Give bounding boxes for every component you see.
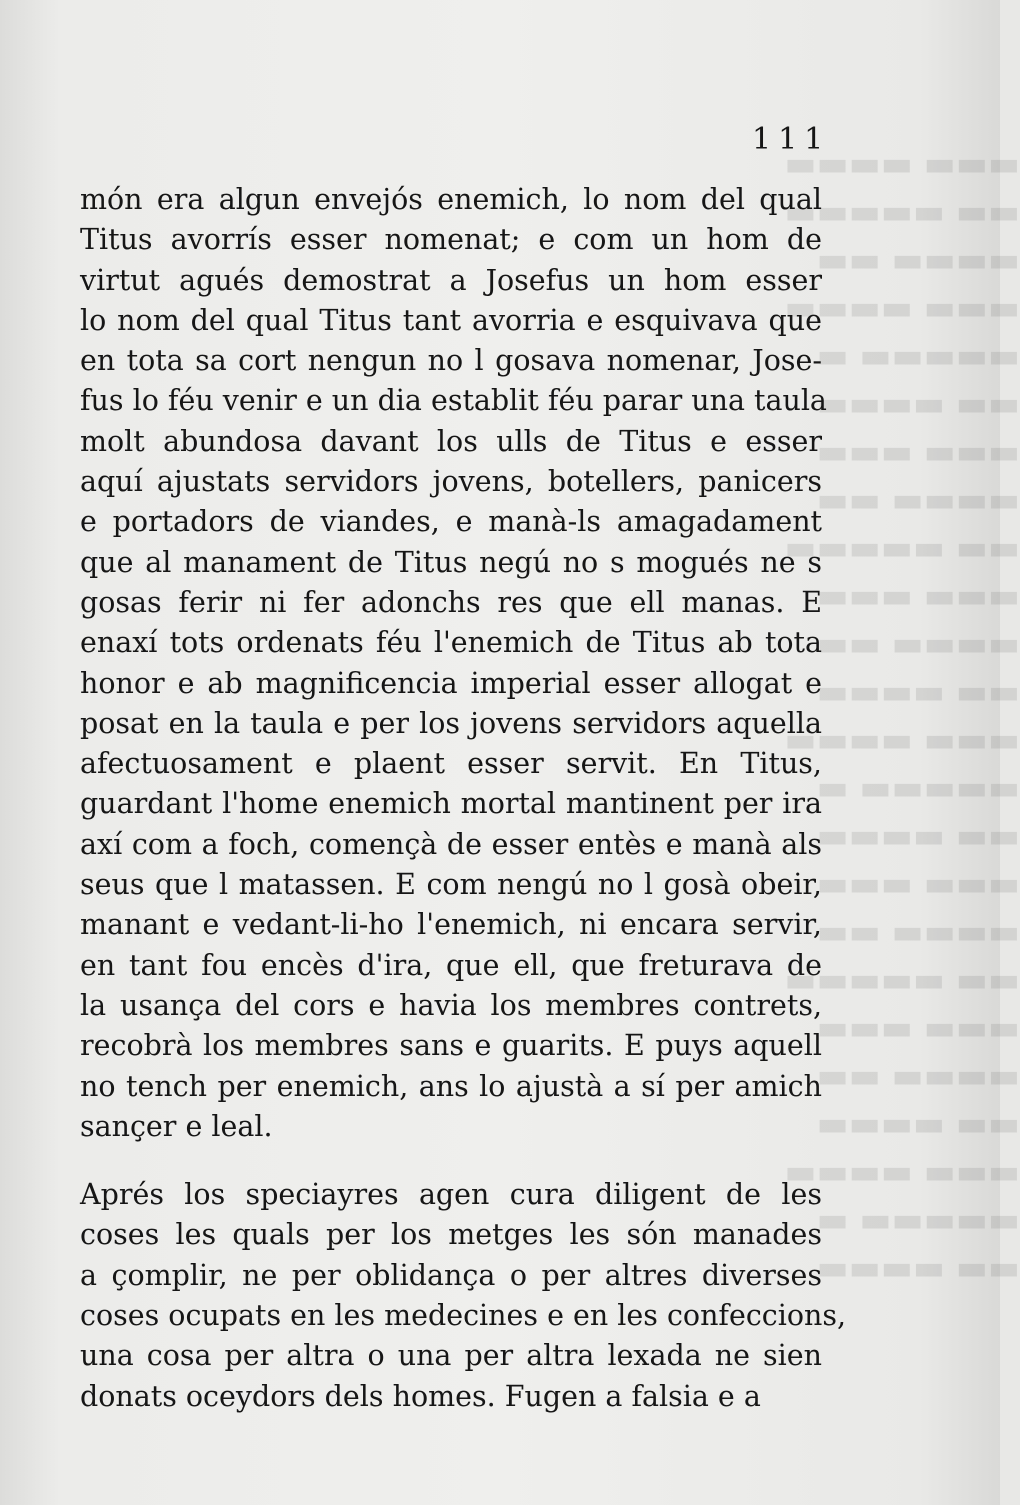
- page-number: 111: [752, 122, 831, 157]
- text-line: coses les quals per los metges les són manades: [80, 1218, 822, 1252]
- text-line: manant e vedant-li-ho l'enemich, ni encara servir,: [80, 908, 822, 942]
- show-through-shadow: ▬▬▬ ▬▬▬▬ ▬▬ ▬▬▬▬▬ ▬▬▬▬ ▬▬ ▬▬▬ ▬▬▬▬ ▬▬▬▬▬ ▬ ▬▬ ▬▬▬▬ ▬▬▬ ▬▬▬ ▬▬▬▬ ▬▬ ▬▬ ▬▬▬▬▬ ▬▬▬ ▬▬▬ ▬▬▬▬ ▬▬ ▬▬ ▬▬▬▬ ▬▬▬ ▬▬▬▬ ▬▬▬▬▬ ▬ ▬▬ ▬▬▬▬ ▬▬▬ ▬▬▬ ▬▬▬▬ ▬▬ ▬▬ ▬▬▬▬▬ ▬▬▬ ▬▬▬ ▬▬▬▬ ▬▬ ▬▬ ▬▬▬▬ ▬▬▬ ▬▬▬▬ ▬▬▬▬▬ ▬ ▬▬ ▬▬▬▬: [784, 144, 1020, 1288]
- text-line: a çomplir, ne per oblidança o per altres diverses: [80, 1258, 822, 1292]
- text-line: Aprés los speciayres agen cura diligent de les: [80, 1178, 822, 1212]
- text-line: en tota sa cort nengun no l gosava nomenar, Jose-: [80, 344, 822, 378]
- text-line: fus lo féu venir e un dia establit féu parar una taula: [80, 384, 827, 418]
- text-line: no tench per enemich, ans lo ajustà a sí per amich: [80, 1069, 822, 1103]
- text-line: recobrà los membres sans e guarits. E puys aquell: [80, 1029, 822, 1063]
- text-line: seus que l matassen. E com nengú no l gosà obeir,: [80, 868, 822, 902]
- text-line: gosas ferir ni fer adonchs res que ell manas. E: [80, 585, 822, 619]
- text-line: sançer e leal.: [80, 1109, 273, 1143]
- text-line: e portadors de viandes, e manà-ls amagadament: [80, 505, 822, 539]
- text-line: enaxí tots ordenats féu l'enemich de Titus ab tota: [80, 626, 822, 660]
- text-line: afectuosament e plaent esser servit. En Titus,: [80, 747, 822, 781]
- text-line: aquí ajustats servidors jovens, botellers, panicers: [80, 465, 822, 499]
- body-text: [80, 180, 847, 1417]
- text-line: lo nom del qual Titus tant avorria e esquivava que: [80, 303, 822, 337]
- text-line: virtut agués demostrat a Josefus un hom esser: [80, 263, 822, 297]
- text-line: que al manament de Titus negú no s mogués ne s: [80, 545, 822, 579]
- text-line: Titus avorrís esser nomenat; e com un hom de: [80, 223, 822, 257]
- paragraph: [80, 1175, 847, 1417]
- text-line: molt abundosa davant los ulls de Titus e esser: [80, 424, 822, 458]
- text-line: la usança del cors e havia los membres contrets,: [80, 988, 822, 1022]
- text-line: coses ocupats en les medecines e en les confeccions,: [80, 1299, 847, 1333]
- text-line: món era algun envejós enemich, lo nom del qual: [80, 183, 822, 216]
- paragraph-gap: [80, 1147, 822, 1175]
- text-line: una cosa per altra o una per altra lexada ne sien: [80, 1339, 822, 1373]
- text-line: posat en la taula e per los jovens servidors aquella: [80, 706, 822, 740]
- paragraph: [80, 180, 827, 1147]
- text-line: guardant l'home enemich mortal mantinent per ira: [80, 787, 822, 821]
- text-line: honor e ab magnificencia imperial esser allogat e: [80, 666, 822, 700]
- text-line: en tant fou encès d'ira, que ell, que freturava de: [80, 948, 822, 982]
- text-line: axí com a foch, començà de esser entès e manà als: [80, 827, 822, 861]
- text-line: donats oceydors dels homes. Fugen a falsia e a: [80, 1379, 761, 1413]
